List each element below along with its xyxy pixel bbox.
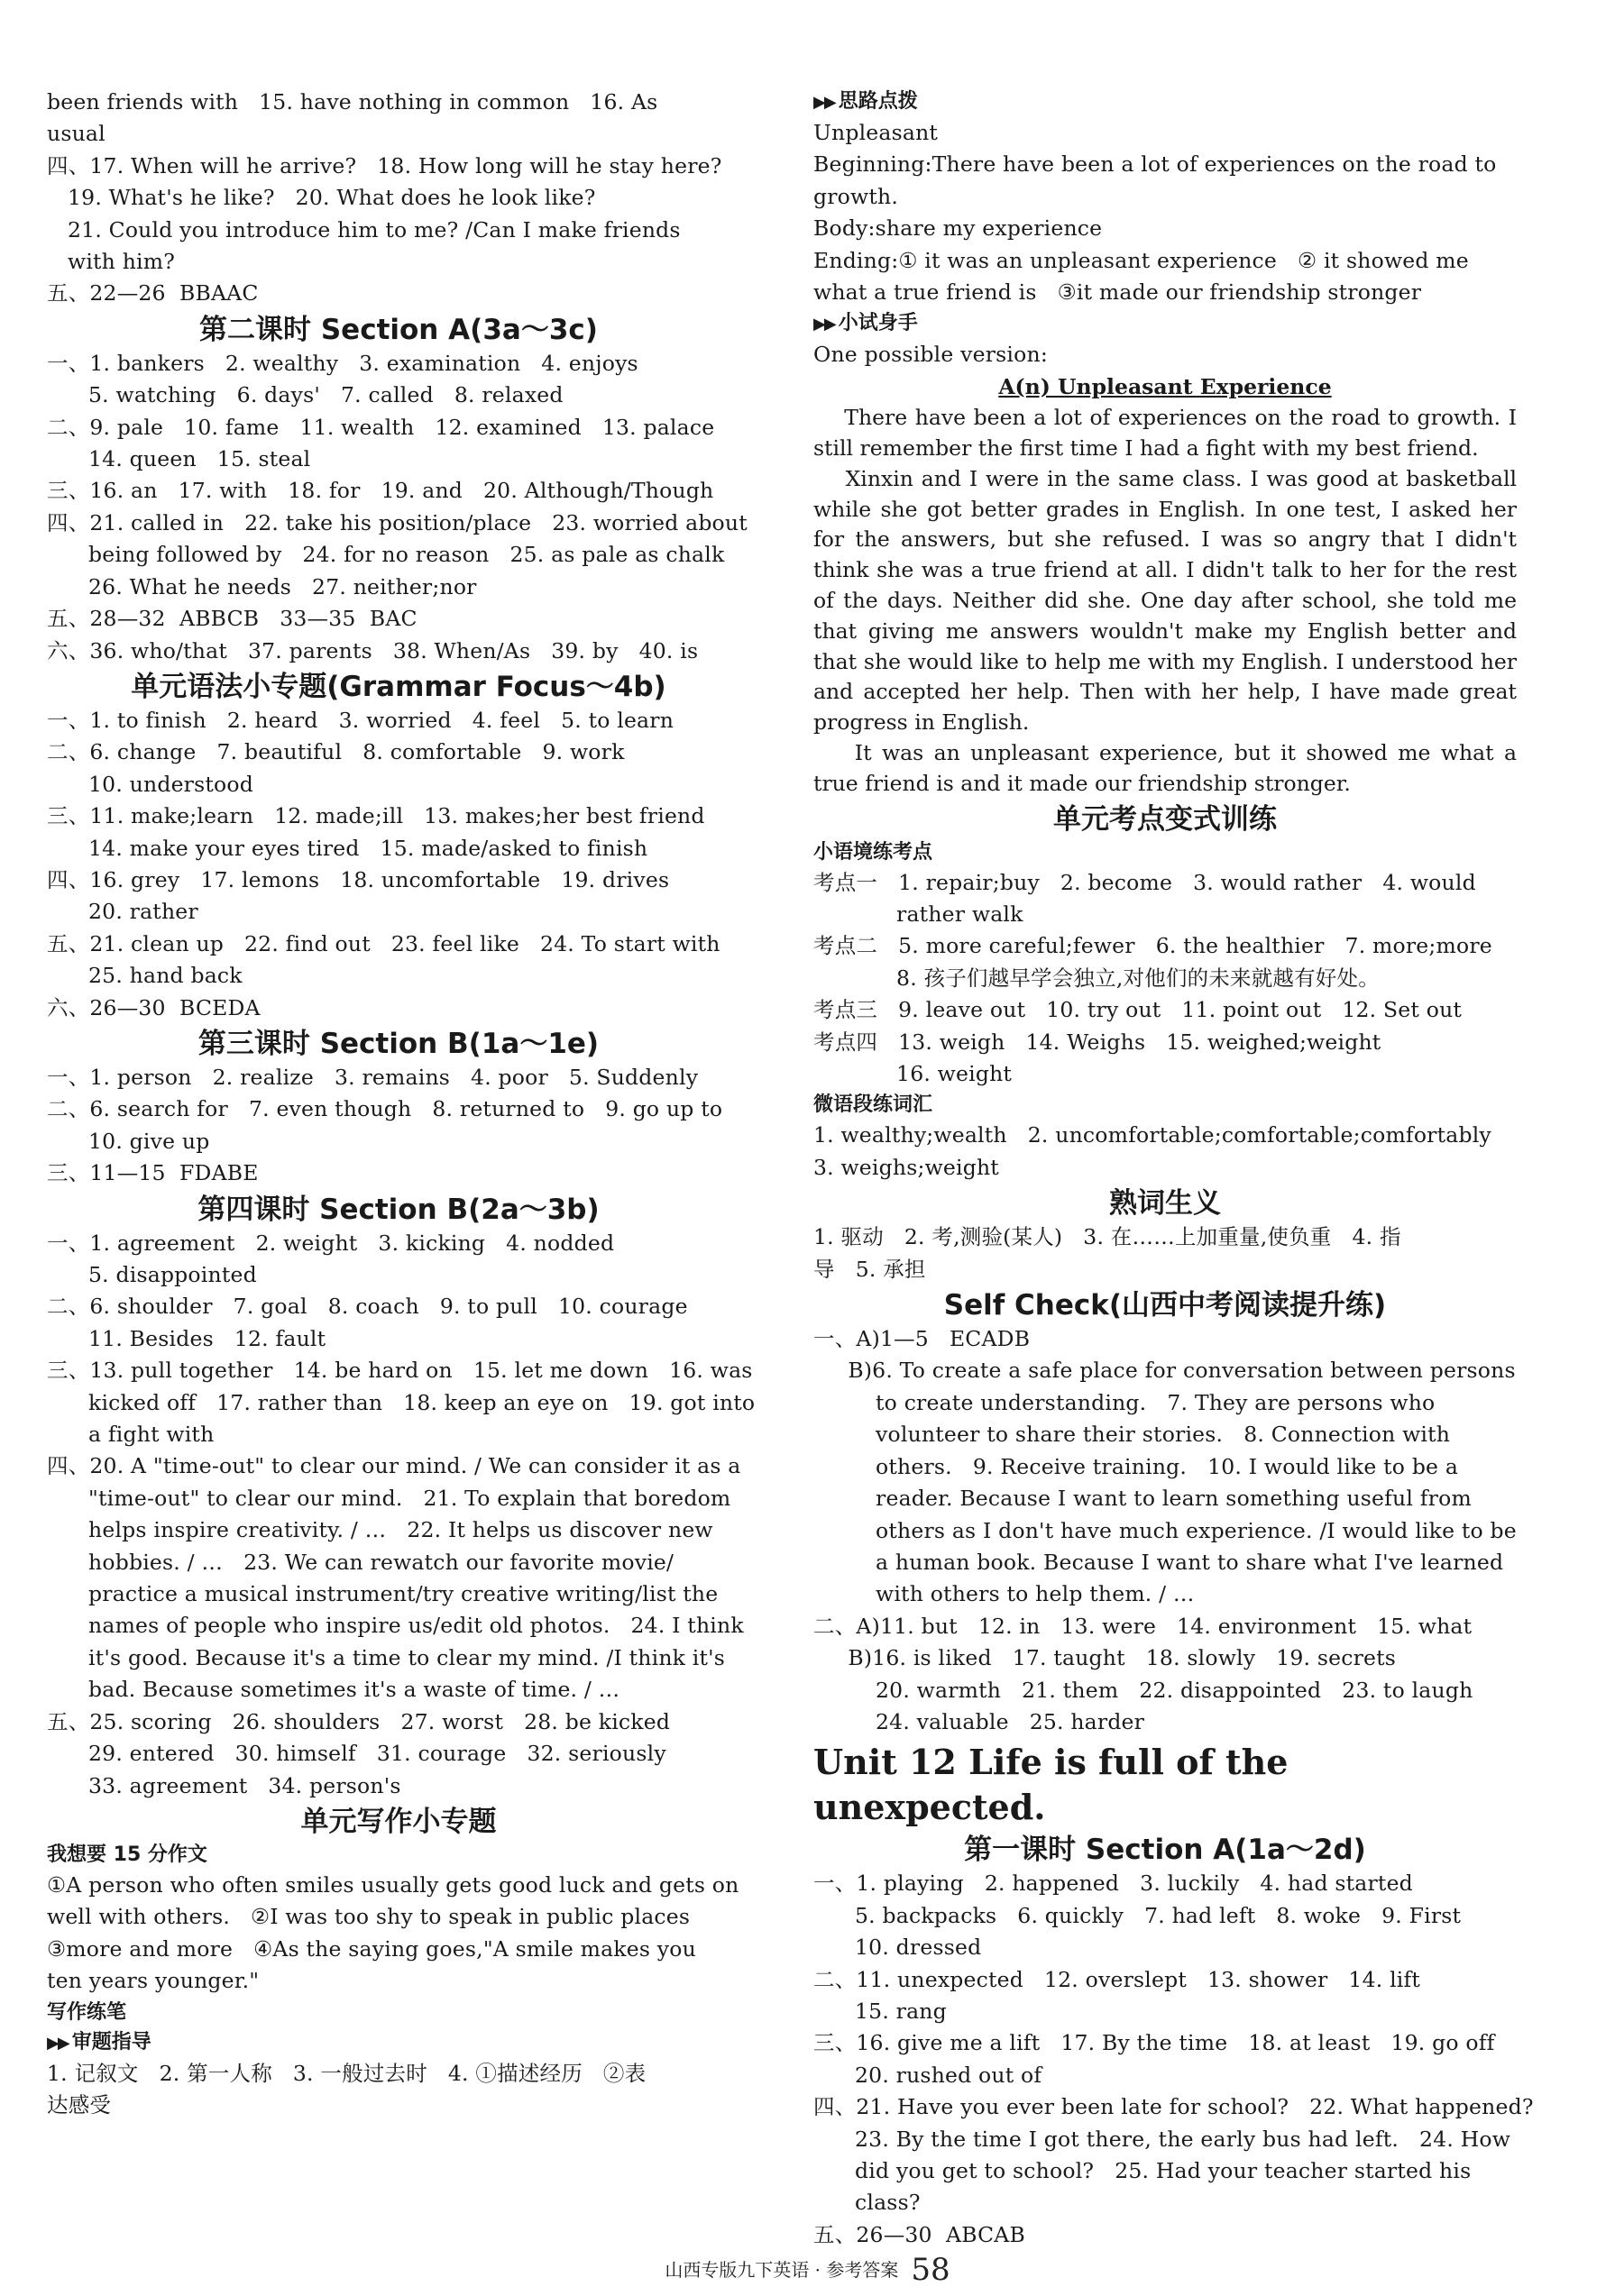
answer-line: class? <box>813 2190 921 2216</box>
answer-line: 23. By the time I got there, the early bus had left. 24. How <box>813 2126 1511 2152</box>
answer-line: 三、16. give me a lift 17. By the time 18. at least 19. go off <box>813 2030 1495 2056</box>
answer-line: 五、25. scoring 26. shoulders 27. worst 28. be kicked <box>47 1708 671 1734</box>
answer-line: 1. wealthy;wealth 2. uncomfortable;comfortable;comfortably <box>813 1122 1491 1148</box>
answer-line: a fight with <box>47 1422 215 1448</box>
section-heading: 单元语法小专题(Grammar Focus～4b) <box>131 670 666 703</box>
double-arrow-icon: ▶▶ <box>813 315 835 334</box>
essay-title <box>813 371 1517 403</box>
answer-line: 四、17. When will he arrive? 18. How long will he stay here? <box>47 152 722 178</box>
answer-line: 3. weighs;weight <box>813 1154 999 1180</box>
answer-line: 一、1. person 2. realize 3. remains 4. poor 5. Suddenly <box>47 1064 699 1090</box>
answer-line: Body:share my experience <box>813 215 1103 242</box>
answer-line: a human book. Because I want to share what I've learned <box>813 1549 1504 1575</box>
answer-line: bad. Because sometimes it's a waste of time. / … <box>47 1677 620 1703</box>
double-arrow-icon: ▶▶ <box>813 93 835 112</box>
answer-line: 14. make your eyes tired 15. made/asked to finish <box>47 835 648 861</box>
answer-line: 六、36. who/that 37. parents 38. When/As 39. by 40. is <box>47 637 699 663</box>
answer-line: 1. 记叙文 2. 第一人称 3. 一般过去时 4. ①描述经历 ②表 <box>47 2060 647 2086</box>
answer-line: 33. agreement 34. person's <box>47 1772 401 1798</box>
answer-line: 14. queen 15. steal <box>47 446 311 472</box>
answer-line: reader. Because I want to learn something useful from <box>813 1486 1472 1512</box>
answer-line: what a true friend is ③it made our friendship stronger <box>813 279 1422 306</box>
answer-line: ten years younger." <box>47 1968 260 1994</box>
answer-line: 26. What he needs 27. neither;nor <box>47 573 477 599</box>
section-heading: 单元考点变式训练 <box>1053 802 1277 836</box>
left-column <box>47 87 756 2121</box>
answer-line: names of people who inspire us/edit old photos. 24. I think <box>47 1613 744 1639</box>
answer-line: Ending:① it was an unpleasant experience ② it showed me <box>813 247 1469 273</box>
answer-line: others. 9. Receive training. 10. I would like to be a <box>813 1453 1459 1479</box>
page-footer <box>0 2252 1615 2288</box>
answer-line: 20. warmth 21. them 22. disappointed 23. to laugh <box>813 1677 1473 1703</box>
answer-line: rather walk <box>813 901 1023 928</box>
answer-line: 16. weight <box>813 1061 1013 1087</box>
answer-line: 10. understood <box>47 771 253 797</box>
subsection-label: 我想要 15 分作文 <box>47 1843 207 1866</box>
answer-line: 五、21. clean up 22. find out 23. feel like 24. To start with <box>47 930 720 956</box>
answer-line: 一、1. bankers 2. wealthy 3. examination 4. enjoys <box>47 350 638 376</box>
answer-line: growth. <box>813 183 898 209</box>
answer-line: 15. rang <box>813 1998 947 2024</box>
answer-line: 一、1. to finish 2. heard 3. worried 4. feel 5. to learn <box>47 707 674 733</box>
answer-line: 二、A)11. but 12. in 13. were 14. environment 15. what <box>813 1613 1473 1639</box>
answer-line: 三、11. make;learn 12. made;ill 13. makes;her best friend <box>47 803 705 829</box>
essay-title-text: A(n) Unpleasant Experience <box>998 373 1332 399</box>
answer-line: 导 5. 承担 <box>813 1256 926 1282</box>
answer-line: 三、16. an 17. with 18. for 19. and 20. Although/Though <box>47 478 714 504</box>
essay-paragraph: Xinxin and I were in the same class. I was good at basketball while she got better grades in English. In one test, I asked her for the answers, but she refused. I was so angry that I didn't think she was a true friend at all. I didn't talk to her for the rest of the days. Neither did she. One day after school, she told me that giving me answers wouldn't make my English better and that she would like to help me with my English. I understood her and accepted her help. Then with her help, I have made great progress in English. <box>813 465 1524 736</box>
answer-line: 二、6. change 7. beautiful 8. comfortable 9. work <box>47 739 625 765</box>
answer-line: B)6. To create a safe place for conversation between persons <box>813 1358 1516 1384</box>
essay-paragraph: It was an unpleasant experience, but it showed me what a true friend is and it made our friendship stronger. <box>813 740 1524 796</box>
answer-line: 8. 孩子们越早学会独立,对他们的未来就越有好处。 <box>813 965 1380 991</box>
answer-line: 五、28—32 ABBCB 33—35 BAC <box>47 606 418 632</box>
section-heading: 单元写作小专题 <box>300 1805 497 1838</box>
answer-line: 考点二 5. more careful;fewer 6. the healthier 7. more;more <box>813 933 1492 959</box>
section-heading: Self Check(山西中考阅读提升练) <box>943 1289 1387 1322</box>
answer-line: 11. Besides 12. fault <box>47 1325 326 1351</box>
unit-title: Unit 12 Life is full of the unexpected. <box>813 1742 1289 1828</box>
section-heading: 第一课时 Section A(1a～2d) <box>964 1834 1366 1867</box>
answer-line: 一、1. playing 2. happened 3. luckily 4. had started <box>813 1871 1413 1897</box>
essay-paragraph: There have been a lot of experiences on the road to growth. I still remember the first time I had a fight with my best friend. <box>813 405 1524 462</box>
answer-line: well with others. ②I was too shy to speak in public places <box>47 1904 691 1930</box>
answer-line: usual <box>47 121 106 147</box>
answer-line: 5. watching 6. days' 7. called 8. relaxed <box>47 382 564 408</box>
section-heading: 第三课时 Section B(1a～1e) <box>197 1027 600 1060</box>
answer-line: 四、16. grey 17. lemons 18. uncomfortable 19. drives <box>47 866 670 892</box>
section-heading: 第四课时 Section B(2a～3b) <box>197 1193 600 1226</box>
answer-line: Unpleasant <box>813 120 939 145</box>
answer-line: it's good. Because it's a time to clear my mind. /I think it's <box>47 1644 726 1670</box>
answer-line: 五、26—30 ABCAB <box>813 2221 1025 2247</box>
guide-label-text: 思路点拨 <box>838 90 918 113</box>
answer-line: 二、9. pale 10. fame 11. wealth 12. examined 13. palace <box>47 414 715 440</box>
answer-line: kicked off 17. rather than 18. keep an eye on 19. got into <box>47 1389 756 1415</box>
answer-line: to create understanding. 7. They are persons who <box>813 1389 1436 1415</box>
answer-line: 达感受 <box>47 2091 112 2118</box>
answer-line: 5. backpacks 6. quickly 7. had left 8. woke 9. First <box>813 1902 1462 1928</box>
answer-line: being followed by 24. for no reason 25. as pale as chalk <box>47 542 725 568</box>
answer-line: with him? <box>47 249 176 275</box>
answer-line: practice a musical instrument/try creative writing/list the <box>47 1581 719 1607</box>
answer-line: 20. rushed out of <box>813 2062 1042 2088</box>
answer-line: 考点四 13. weigh 14. Weighs 15. weighed;weight <box>813 1029 1381 1055</box>
answer-line: 四、20. A "time-out" to clear our mind. / We can consider it as a <box>47 1453 741 1479</box>
answer-line: ①A person who often smiles usually gets good luck and gets on <box>47 1871 739 1898</box>
section-heading: 第二课时 Section A(3a～3c) <box>199 313 598 346</box>
answer-line: 考点三 9. leave out 10. try out 11. point out 12. Set out <box>813 997 1463 1023</box>
answer-line: 10. give up <box>47 1128 210 1154</box>
section-heading: 熟词生义 <box>1109 1187 1221 1221</box>
answer-line: 5. disappointed <box>47 1262 257 1287</box>
answer-line: 三、13. pull together 14. be hard on 15. let me down 16. was <box>47 1358 753 1384</box>
right-column <box>813 87 1534 2251</box>
answer-line: 考点一 1. repair;buy 2. become 3. would rather 4. would <box>813 869 1476 895</box>
answer-line: volunteer to share their stories. 8. Connection with <box>813 1422 1451 1448</box>
answer-line: 25. hand back <box>47 963 243 989</box>
answer-line: 24. valuable 25. harder <box>813 1708 1145 1734</box>
answer-line: others as I don't have much experience. /I would like to be <box>813 1517 1517 1543</box>
answer-line: ③more and more ④As the saying goes,"A smile makes you <box>47 1935 696 1962</box>
answer-line: 五、22—26 BBAAC <box>47 280 259 306</box>
answer-line: 四、21. Have you ever been late for school? 22. What happened? <box>813 2094 1534 2120</box>
answer-line: One possible version: <box>813 342 1048 368</box>
answer-line: did you get to school? 25. Had your teacher started his <box>813 2158 1472 2184</box>
answer-line: been friends with 15. have nothing in common 16. As <box>47 89 658 114</box>
guide-label-text: 小试身手 <box>838 312 918 335</box>
answer-line: 一、A)1—5 ECADB <box>813 1326 1031 1352</box>
answer-line: 10. dressed <box>813 1935 982 1961</box>
subsection-label: 小语境练考点 <box>813 840 933 864</box>
answer-line: 二、6. shoulder 7. goal 8. coach 9. to pull 10. courage <box>47 1294 688 1320</box>
answer-line: with others to help them. / … <box>813 1581 1195 1607</box>
answer-line: 20. rather <box>47 899 198 925</box>
answer-line: 三、11—15 FDABE <box>47 1160 259 1186</box>
guide-label <box>47 2027 750 2058</box>
answer-line: 21. Could you introduce him to me? /Can I make friends <box>47 216 681 242</box>
answer-line: B)16. is liked 17. taught 18. slowly 19. secrets <box>813 1645 1397 1671</box>
guide-label-text: 审题指导 <box>71 2030 151 2054</box>
answer-line: hobbies. / … 23. We can rewatch our favorite movie/ <box>47 1549 674 1575</box>
answer-line: 六、26—30 BCEDA <box>47 994 261 1020</box>
footer-label: 山西专版九下英语 · 参考答案 <box>665 2259 899 2281</box>
page-number: 58 <box>911 2252 950 2288</box>
subsection-label: 写作练笔 <box>47 2000 127 2024</box>
double-arrow-icon: ▶▶ <box>47 2033 69 2053</box>
answer-line: 二、6. search for 7. even though 8. returned to 9. go up to <box>47 1096 723 1122</box>
answer-line: helps inspire creativity. / … 22. It helps us discover new <box>47 1517 713 1543</box>
answer-line: "time-out" to clear our mind. 21. To explain that boredom <box>47 1485 731 1511</box>
guide-label <box>813 87 1517 117</box>
answer-line: 29. entered 30. himself 31. courage 32. seriously <box>47 1741 666 1767</box>
subsection-label: 微语段练词汇 <box>813 1093 933 1117</box>
answer-line: 二、11. unexpected 12. overslept 13. shower 14. lift <box>813 1966 1421 1992</box>
answer-line: 19. What's he like? 20. What does he look like? <box>47 185 596 211</box>
answer-line: 四、21. called in 22. take his position/place 23. worried about <box>47 509 748 535</box>
guide-label <box>813 308 1517 339</box>
answer-line: 1. 驱动 2. 考,测验(某人) 3. 在……上加重量,使负重 4. 指 <box>813 1224 1401 1250</box>
answer-line: 一、1. agreement 2. weight 3. kicking 4. nodded <box>47 1230 615 1256</box>
answer-line: Beginning:There have been a lot of experiences on the road to <box>813 151 1497 178</box>
